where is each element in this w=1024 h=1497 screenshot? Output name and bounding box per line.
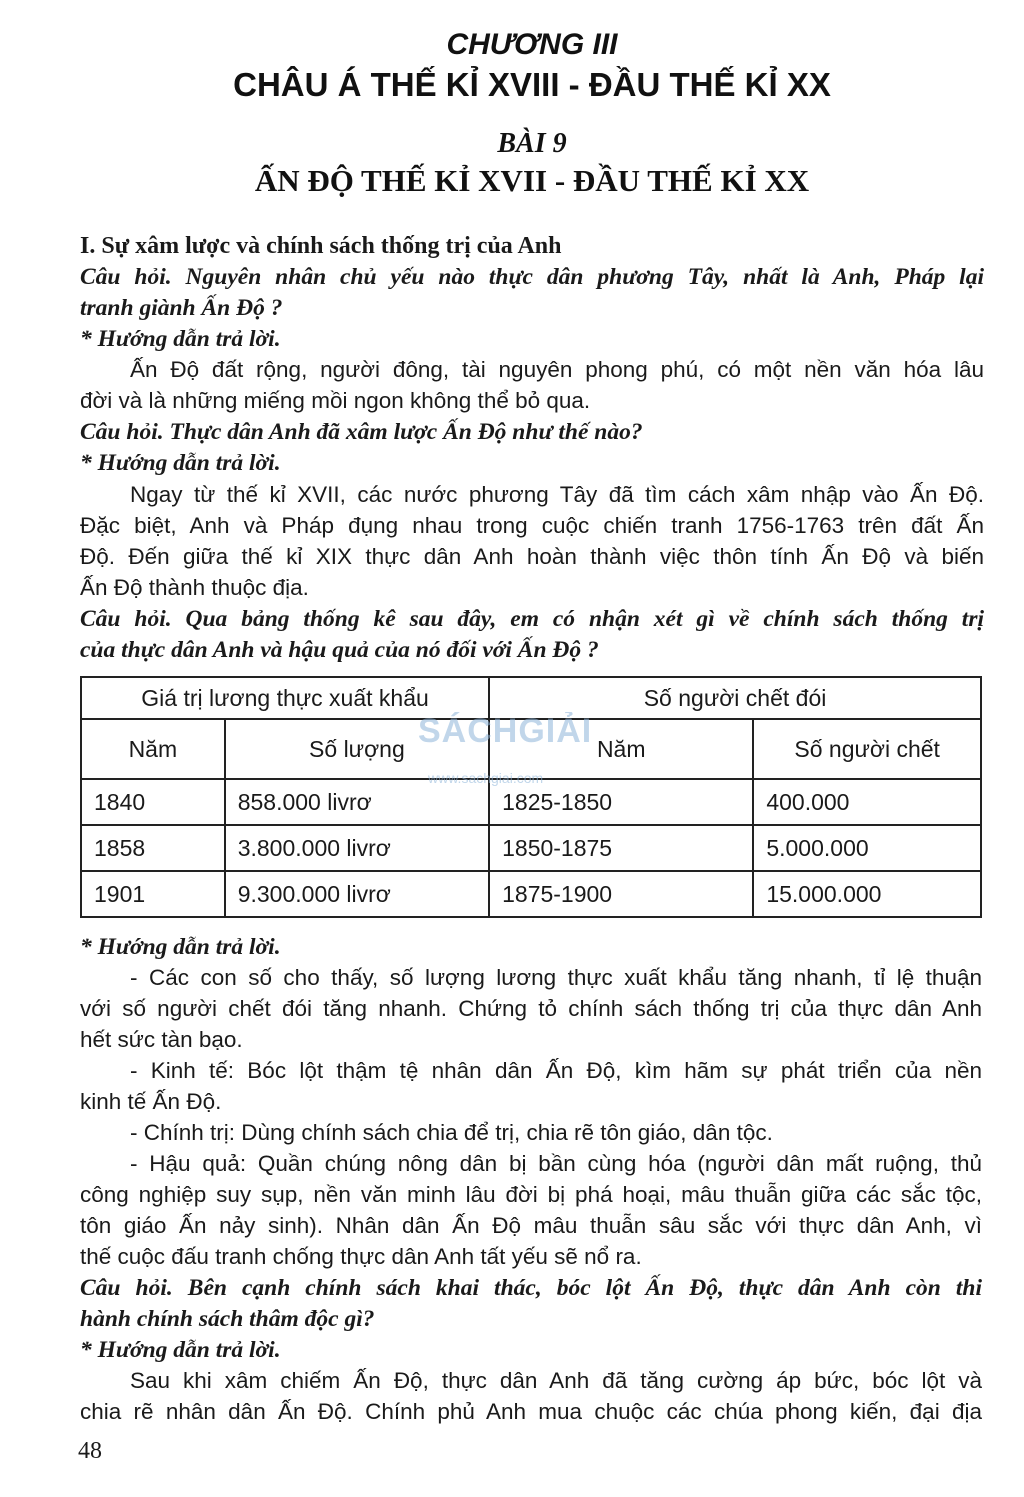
lesson-title: ẤN ĐỘ THẾ KỈ XVII - ĐẦU THẾ KỈ XX bbox=[254, 163, 810, 198]
table-cell: 3.800.000 livrơ bbox=[225, 825, 489, 871]
answer-2-line-1: Ngay từ thế kỉ XVII, các nước phương Tây đã tìm cách xâm nhập vào Ấn Độ. bbox=[130, 482, 984, 507]
guide-heading-2: * Hướng dẫn trả lời. bbox=[80, 450, 281, 476]
chapter-number: CHƯƠNG III bbox=[446, 28, 618, 61]
guide-heading-1: * Hướng dẫn trả lời. bbox=[80, 326, 281, 352]
guide-heading-3: * Hướng dẫn trả lời. bbox=[80, 934, 281, 960]
column-header-deaths: Số người chết bbox=[753, 719, 981, 779]
question-4-line-1: Câu hỏi. Bên cạnh chính sách khai thác, bóc lột Ấn Độ, thực dân Anh còn thi bbox=[80, 1275, 982, 1301]
answer-3-line-1: - Các con số cho thấy, số lượng lương thực xuất khẩu tăng nhanh, tỉ lệ thuận bbox=[130, 965, 982, 990]
guide-heading-4: * Hướng dẫn trả lời. bbox=[80, 1337, 281, 1363]
answer-3-line-3: hết sức tàn bạo. bbox=[80, 1027, 243, 1052]
table-cell: 9.300.000 livrơ bbox=[225, 871, 489, 917]
question-4-line-2: hành chính sách thâm độc gì? bbox=[80, 1306, 375, 1332]
table-row bbox=[81, 825, 981, 871]
answer-3-line-10: thế cuộc đấu tranh chống thực dân Anh tất yếu sẽ nổ ra. bbox=[80, 1244, 642, 1269]
lesson-number: BÀI 9 bbox=[497, 128, 567, 159]
column-header-year: Năm bbox=[81, 719, 225, 779]
answer-3-line-8: công nghiệp suy sụp, nền văn minh lâu đời bị phá hoại, mâu thuẫn giữa các sắc tộc, bbox=[80, 1182, 982, 1207]
answer-3-line-5: kinh tế Ấn Độ. bbox=[80, 1089, 222, 1114]
table-cell: 5.000.000 bbox=[753, 825, 981, 871]
answer-1-line-2: đời và là những miếng mồi ngon không thể bỏ qua. bbox=[80, 388, 591, 413]
answer-4-line-1: Sau khi xâm chiếm Ấn Độ, thực dân Anh đã tăng cường áp bức, bóc lột và bbox=[130, 1368, 982, 1393]
table-cell: 400.000 bbox=[753, 779, 981, 825]
question-3-line-2: của thực dân Anh và hậu quả của nó đối với Ấn Độ ? bbox=[80, 637, 599, 663]
header-famine-deaths: Số người chết đói bbox=[489, 677, 981, 719]
answer-3-line-4: - Kinh tế: Bóc lột thậm tệ nhân dân Ấn Độ, kìm hãm sự phát triển của nền bbox=[130, 1058, 982, 1083]
answer-3-line-2: với số người chết đói tăng nhanh. Chứng tỏ chính sách thống trị của thực dân Anh bbox=[80, 996, 982, 1021]
header-export-value: Giá trị lương thực xuất khẩu bbox=[81, 677, 489, 719]
table-row bbox=[81, 871, 981, 917]
table-cell: 1840 bbox=[81, 779, 225, 825]
chapter-title: CHÂU Á THẾ KỈ XVIII - ĐẦU THẾ KỈ XX bbox=[233, 66, 831, 103]
question-2: Câu hỏi. Thực dân Anh đã xâm lược Ấn Độ như thế nào? bbox=[80, 419, 643, 445]
answer-2-line-4: Ấn Độ thành thuộc địa. bbox=[80, 575, 309, 600]
watermark-text: SÁCHGIẢI bbox=[418, 712, 593, 750]
column-header-quantity: Số lượng bbox=[225, 719, 489, 779]
watermark-logo bbox=[418, 700, 630, 792]
question-1-line-2: tranh giành Ấn Độ ? bbox=[80, 295, 283, 321]
table-cell: 1875-1900 bbox=[489, 871, 753, 917]
section-heading: I. Sự xâm lược và chính sách thống trị của Anh bbox=[80, 233, 562, 259]
page-number: 48 bbox=[78, 1438, 102, 1464]
watermark-url: www.sachgiai.com bbox=[428, 770, 544, 786]
table-cell: 1825-1850 bbox=[489, 779, 753, 825]
answer-2-line-2: Đặc biệt, Anh và Pháp đụng nhau trong cuộc chiến tranh 1756-1763 trên đất Ấn bbox=[80, 513, 984, 538]
question-1-line-1: Câu hỏi. Nguyên nhân chủ yếu nào thực dân phương Tây, nhất là Anh, Pháp lại bbox=[80, 264, 984, 290]
answer-3-line-6: - Chính trị: Dùng chính sách chia để trị, chia rẽ tôn giáo, dân tộc. bbox=[130, 1120, 773, 1145]
table-cell: 858.000 livrơ bbox=[225, 779, 489, 825]
answer-3-line-9: tôn giáo Ấn nảy sinh). Nhân dân Ấn Độ mâu thuẫn sâu sắc với thực dân Anh, vì bbox=[80, 1213, 982, 1238]
column-header-period: Năm bbox=[489, 719, 753, 779]
question-3-line-1: Câu hỏi. Qua bảng thống kê sau đây, em có nhận xét gì về chính sách thống trị bbox=[80, 606, 984, 632]
table-cell: 1850-1875 bbox=[489, 825, 753, 871]
table-cell: 15.000.000 bbox=[753, 871, 981, 917]
answer-3-line-7: - Hậu quả: Quần chúng nông dân bị bần cùng hóa (người dân mất ruộng, thủ bbox=[130, 1151, 982, 1176]
table-cell: 1901 bbox=[81, 871, 225, 917]
answer-4-line-2: chia rẽ nhân dân Ấn Độ. Chính phủ Anh mua chuộc các chúa phong kiến, đại địa bbox=[80, 1399, 982, 1424]
answer-1-line-1: Ấn Độ đất rộng, người đông, tài nguyên phong phú, có một nền văn hóa lâu bbox=[130, 357, 984, 382]
answer-2-line-3: Độ. Đến giữa thế kỉ XIX thực dân Anh hoàn thành việc thôn tính Ấn Độ và biến bbox=[80, 544, 984, 569]
table-cell: 1858 bbox=[81, 825, 225, 871]
